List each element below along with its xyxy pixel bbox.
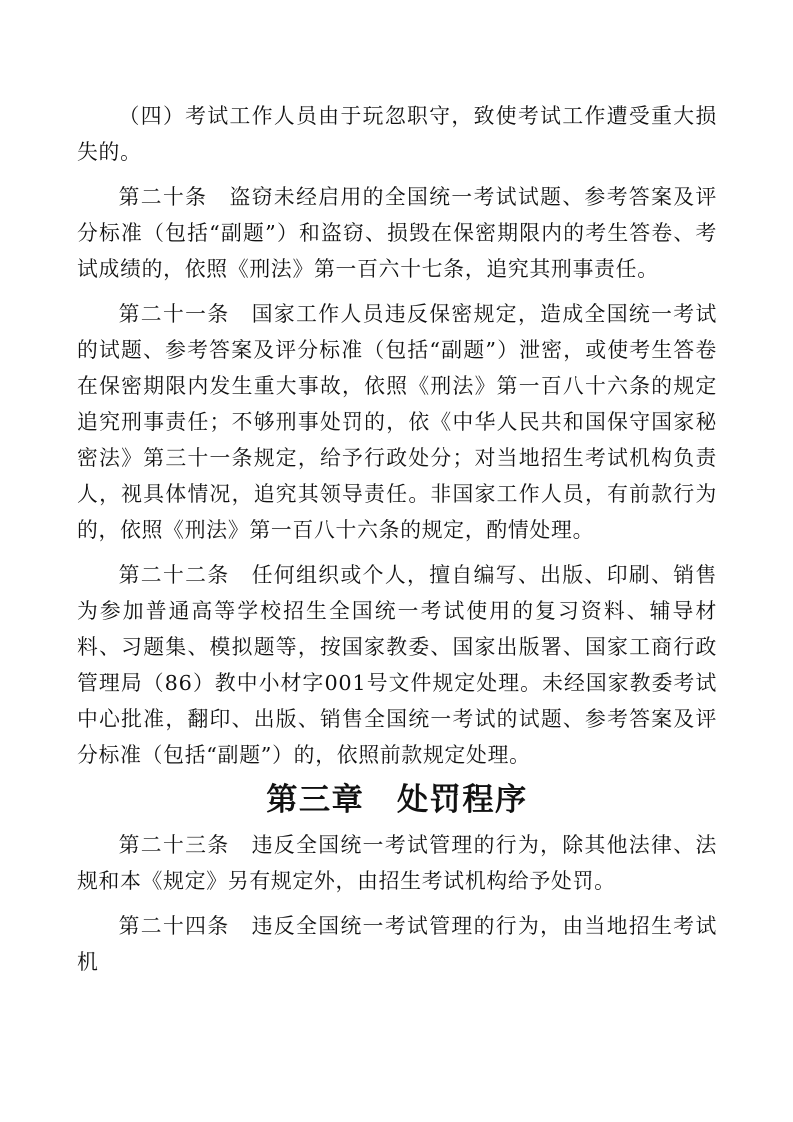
document-page <box>77 98 717 980</box>
paragraph-article-23: 第二十三条 违反全国统一考试管理的行为，除其他法律、法规和本《规定》另有规定外，由招生考试机构给予处罚。 <box>77 833 717 893</box>
paragraph-article-20: 第二十条 盗窃未经启用的全国统一考试试题、参考答案及评分标准（包括“副题”）和盗窃、损毁在保密期限内的考生答卷、考试成绩的，依照《刑法》第一百六十七条，追究其刑事责任。 <box>77 185 717 281</box>
paragraph-article-22: 第二十二条 任何组织或个人，擅自编写、出版、印刷、销售为参加普通高等学校招生全国统一考试使用的复习资料、辅导材料、习题集、模拟题等，按国家教委、国家出版署、国家工商行政管理局（86）教中小材字001号文件规定处理。未经国家教委考试中心批准，翻印、出版、销售全国统一考试的试题、参考答案及评分标准（包括“副题”）的，依照前款规定处理。 <box>77 563 717 767</box>
paragraph-article-24: 第二十四条 违反全国统一考试管理的行为，由当地招生考试机 <box>77 914 717 974</box>
chapter-heading: 第三章 处罚程序 <box>266 782 528 818</box>
paragraph-article-21: 第二十一条 国家工作人员违反保密规定，造成全国统一考试的试题、参考答案及评分标准（包括“副题”）泄密，或使考生答卷在保密期限内发生重大事故，依照《刑法》第一百八十六条的规定追究刑事责任；不够刑事处罚的，依《中华人民共和国保守国家秘密法》第三十一条规定，给予行政处分；对当地招生考试机构负责人，视具体情况，追究其领导责任。非国家工作人员，有前款行为的，依照《刑法》第一百八十六条的规定，酌情处理。 <box>77 302 717 542</box>
paragraph-item-4-clause: （四）考试工作人员由于玩忽职守，致使考试工作遭受重大损失的。 <box>77 104 717 164</box>
